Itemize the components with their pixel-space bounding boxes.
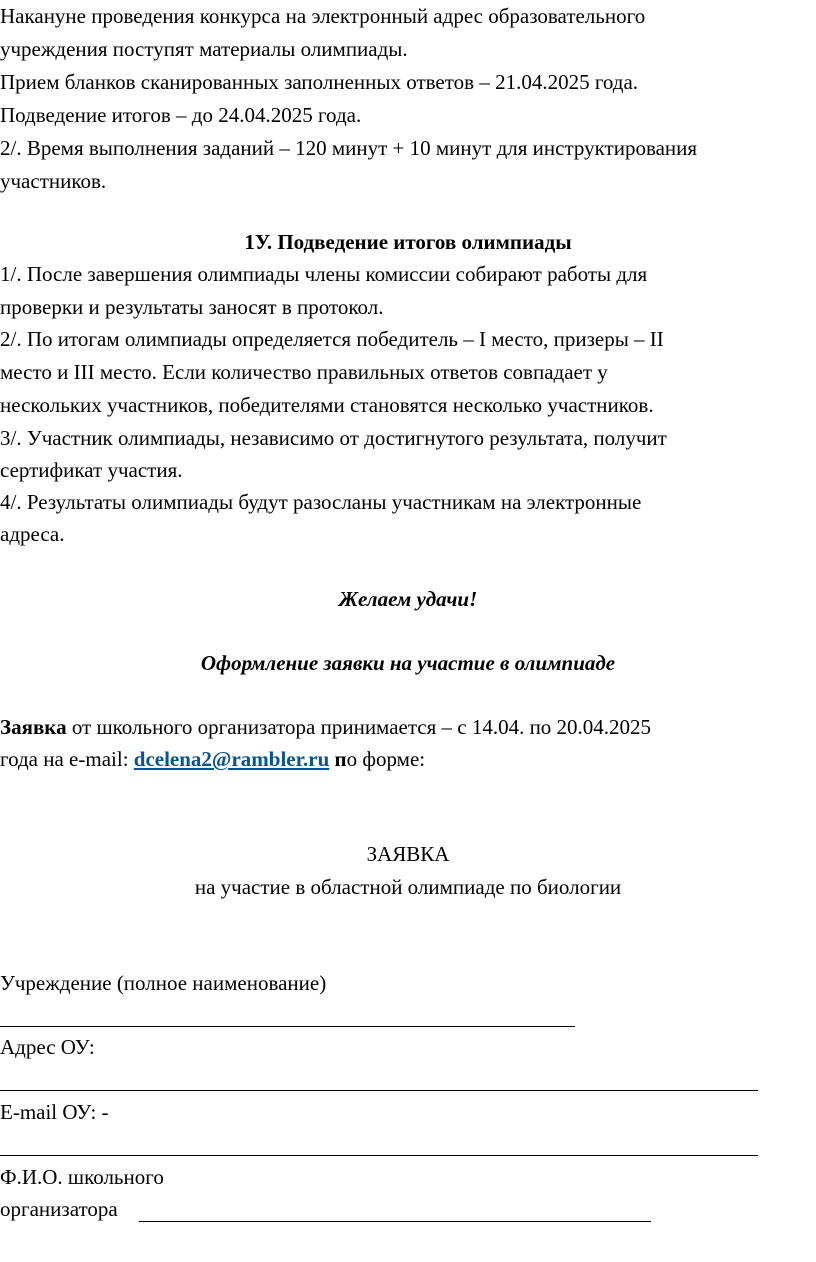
section-heading: 1У. Подведение итогов олимпиады <box>244 230 572 254</box>
section-line-3: 2/. По итогам олимпиады определяется победитель – I место, призеры – II <box>0 327 664 351</box>
application-info-line-1 <box>0 711 651 743</box>
application-bold-word: Заявка <box>0 715 67 739</box>
institution-underline <box>0 1026 575 1027</box>
application-info-suffix: о форме: <box>346 747 426 771</box>
intro-line-1: Накануне проведения конкурса на электронный адрес образовательного <box>0 4 646 28</box>
address-underline <box>0 1090 758 1091</box>
organizer-underline <box>139 1221 651 1222</box>
intro-line-6: участников. <box>0 169 107 193</box>
email-label: E-mail ОУ: - <box>0 1100 109 1124</box>
institution-label: Учреждение (полное наименование) <box>0 971 327 995</box>
section-line-9: адреса. <box>0 522 65 546</box>
email-link[interactable]: dcelena2@rambler.ru <box>133 747 330 771</box>
application-info-text-1: от школьного организатора принимается – с 14.04. по 20.04.2025 <box>66 715 652 739</box>
intro-line-4: Подведение итогов – до 24.04.2025 года. <box>0 103 362 127</box>
section-line-4: место и III место. Если количество правильных ответов совпадает у <box>0 360 608 384</box>
organizer-label-line-1: Ф.И.О. школьного <box>0 1165 164 1189</box>
intro-line-3: Прием бланков сканированных заполненных ответов – 21.04.2025 года. <box>0 70 639 94</box>
application-info-prefix: года на e-mail: <box>0 747 134 771</box>
address-label: Адрес ОУ: <box>0 1035 95 1059</box>
section-line-6: 3/. Участник олимпиады, независимо от достигнутого результата, получит <box>0 426 667 450</box>
section-line-5: нескольких участников, победителями становятся несколько участников. <box>0 393 654 417</box>
intro-line-5: 2/. Время выполнения заданий – 120 минут + 10 минут для инструктирования <box>0 136 698 160</box>
form-title: ЗАЯВКА <box>366 842 450 866</box>
intro-line-2: учреждения поступят материалы олимпиады. <box>0 37 408 61</box>
email-underline <box>0 1155 758 1156</box>
section-line-2: проверки и результаты заносят в протокол. <box>0 295 384 319</box>
application-bold-p: п <box>334 747 347 771</box>
section-line-1: 1/. После завершения олимпиады члены комиссии собирают работы для <box>0 262 648 286</box>
application-heading: Оформление заявки на участие в олимпиаде <box>200 651 616 675</box>
section-line-8: 4/. Результаты олимпиады будут разосланы участникам на электронные <box>0 490 642 514</box>
application-info-line-2 <box>0 743 425 775</box>
wish-text: Желаем удачи! <box>338 587 478 611</box>
form-subtitle: на участие в областной олимпиаде по биологии <box>194 875 622 899</box>
section-line-7: сертификат участия. <box>0 458 183 482</box>
organizer-label-line-2: организатора <box>0 1197 118 1221</box>
